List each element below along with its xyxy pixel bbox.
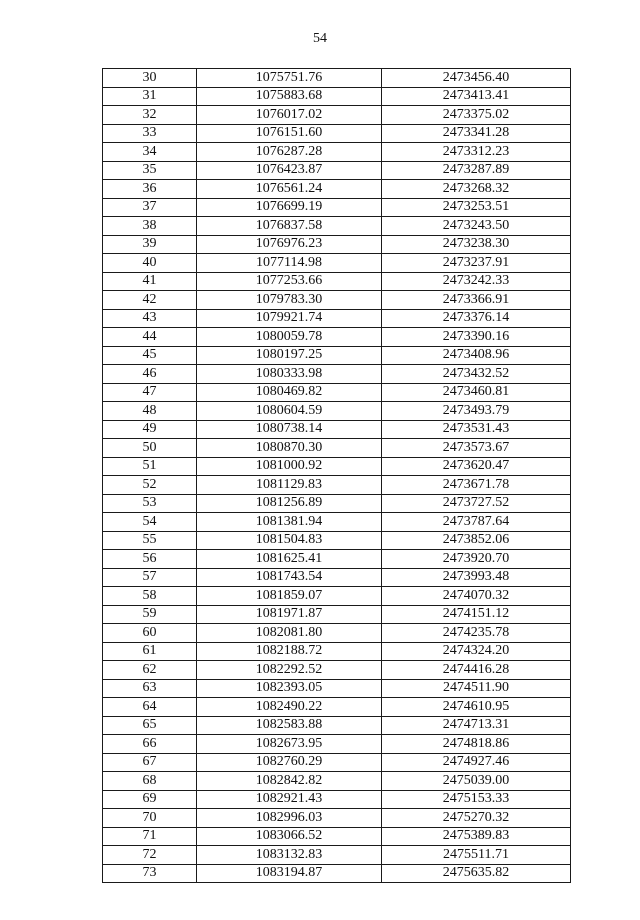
table-row [103, 383, 571, 402]
y-coordinate-cell: 2475635.82 [382, 864, 571, 883]
point-number-cell: 43 [103, 309, 197, 328]
x-coordinate-cell: 1082673.95 [197, 735, 382, 754]
point-number-cell: 64 [103, 698, 197, 717]
table-row [103, 716, 571, 735]
x-coordinate-cell: 1082996.03 [197, 809, 382, 828]
x-coordinate-cell: 1076151.60 [197, 124, 382, 143]
point-number-cell: 39 [103, 235, 197, 254]
y-coordinate-cell: 2473237.91 [382, 254, 571, 273]
table-row [103, 753, 571, 772]
table-row [103, 568, 571, 587]
x-coordinate-cell: 1076287.28 [197, 143, 382, 162]
point-number-cell: 54 [103, 513, 197, 532]
y-coordinate-cell: 2473620.47 [382, 457, 571, 476]
x-coordinate-cell: 1076423.87 [197, 161, 382, 180]
table-row [103, 291, 571, 310]
table-row [103, 402, 571, 421]
x-coordinate-cell: 1082490.22 [197, 698, 382, 717]
table-row [103, 457, 571, 476]
point-number-cell: 49 [103, 420, 197, 439]
y-coordinate-cell: 2473456.40 [382, 69, 571, 88]
y-coordinate-cell: 2474818.86 [382, 735, 571, 754]
x-coordinate-cell: 1082292.52 [197, 661, 382, 680]
point-number-cell: 36 [103, 180, 197, 199]
table-row [103, 365, 571, 384]
y-coordinate-cell: 2473920.70 [382, 550, 571, 569]
table-row [103, 587, 571, 606]
x-coordinate-cell: 1075883.68 [197, 87, 382, 106]
y-coordinate-cell: 2473238.30 [382, 235, 571, 254]
point-number-cell: 66 [103, 735, 197, 754]
table-row [103, 772, 571, 791]
point-number-cell: 65 [103, 716, 197, 735]
x-coordinate-cell: 1081743.54 [197, 568, 382, 587]
y-coordinate-cell: 2473243.50 [382, 217, 571, 236]
x-coordinate-cell: 1080870.30 [197, 439, 382, 458]
table-row [103, 87, 571, 106]
table-row [103, 161, 571, 180]
table-row [103, 605, 571, 624]
y-coordinate-cell: 2473852.06 [382, 531, 571, 550]
table-row [103, 476, 571, 495]
point-number-cell: 33 [103, 124, 197, 143]
y-coordinate-cell: 2474610.95 [382, 698, 571, 717]
y-coordinate-cell: 2474511.90 [382, 679, 571, 698]
y-coordinate-cell: 2473253.51 [382, 198, 571, 217]
y-coordinate-cell: 2475153.33 [382, 790, 571, 809]
point-number-cell: 56 [103, 550, 197, 569]
y-coordinate-cell: 2474927.46 [382, 753, 571, 772]
table-row [103, 642, 571, 661]
x-coordinate-cell: 1076561.24 [197, 180, 382, 199]
table-row [103, 272, 571, 291]
x-coordinate-cell: 1081129.83 [197, 476, 382, 495]
table-row [103, 661, 571, 680]
x-coordinate-cell: 1082921.43 [197, 790, 382, 809]
y-coordinate-cell: 2473341.28 [382, 124, 571, 143]
point-number-cell: 50 [103, 439, 197, 458]
x-coordinate-cell: 1081381.94 [197, 513, 382, 532]
y-coordinate-cell: 2473268.32 [382, 180, 571, 199]
y-coordinate-cell: 2475389.83 [382, 827, 571, 846]
y-coordinate-cell: 2473671.78 [382, 476, 571, 495]
y-coordinate-cell: 2473787.64 [382, 513, 571, 532]
y-coordinate-cell: 2473531.43 [382, 420, 571, 439]
y-coordinate-cell: 2473573.67 [382, 439, 571, 458]
x-coordinate-cell: 1075751.76 [197, 69, 382, 88]
point-number-cell: 67 [103, 753, 197, 772]
point-number-cell: 30 [103, 69, 197, 88]
table-row [103, 735, 571, 754]
table-row [103, 217, 571, 236]
x-coordinate-cell: 1082393.05 [197, 679, 382, 698]
table-row [103, 309, 571, 328]
point-number-cell: 45 [103, 346, 197, 365]
x-coordinate-cell: 1081971.87 [197, 605, 382, 624]
x-coordinate-cell: 1082188.72 [197, 642, 382, 661]
x-coordinate-cell: 1076837.58 [197, 217, 382, 236]
x-coordinate-cell: 1076976.23 [197, 235, 382, 254]
y-coordinate-cell: 2475039.00 [382, 772, 571, 791]
table-row [103, 550, 571, 569]
x-coordinate-cell: 1082081.80 [197, 624, 382, 643]
table-row [103, 494, 571, 513]
table-row [103, 679, 571, 698]
point-number-cell: 38 [103, 217, 197, 236]
y-coordinate-cell: 2474713.31 [382, 716, 571, 735]
table-row [103, 846, 571, 865]
y-coordinate-cell: 2473376.14 [382, 309, 571, 328]
table-row [103, 439, 571, 458]
point-number-cell: 51 [103, 457, 197, 476]
y-coordinate-cell: 2474235.78 [382, 624, 571, 643]
y-coordinate-cell: 2473432.52 [382, 365, 571, 384]
y-coordinate-cell: 2473375.02 [382, 106, 571, 125]
table-row [103, 124, 571, 143]
point-number-cell: 68 [103, 772, 197, 791]
table-row [103, 809, 571, 828]
x-coordinate-cell: 1081000.92 [197, 457, 382, 476]
y-coordinate-cell: 2473993.48 [382, 568, 571, 587]
x-coordinate-cell: 1080738.14 [197, 420, 382, 439]
point-number-cell: 31 [103, 87, 197, 106]
x-coordinate-cell: 1080197.25 [197, 346, 382, 365]
point-number-cell: 73 [103, 864, 197, 883]
point-number-cell: 71 [103, 827, 197, 846]
point-number-cell: 34 [103, 143, 197, 162]
point-number-cell: 62 [103, 661, 197, 680]
y-coordinate-cell: 2475270.32 [382, 809, 571, 828]
table-row [103, 790, 571, 809]
x-coordinate-cell: 1081859.07 [197, 587, 382, 606]
table-row [103, 328, 571, 347]
x-coordinate-cell: 1081625.41 [197, 550, 382, 569]
y-coordinate-cell: 2473390.16 [382, 328, 571, 347]
page-number: 54 [313, 31, 327, 46]
table-row [103, 143, 571, 162]
table-row [103, 69, 571, 88]
y-coordinate-cell: 2474070.32 [382, 587, 571, 606]
x-coordinate-cell: 1080059.78 [197, 328, 382, 347]
x-coordinate-cell: 1080469.82 [197, 383, 382, 402]
point-number-cell: 41 [103, 272, 197, 291]
y-coordinate-cell: 2473408.96 [382, 346, 571, 365]
x-coordinate-cell: 1079783.30 [197, 291, 382, 310]
x-coordinate-cell: 1080333.98 [197, 365, 382, 384]
x-coordinate-cell: 1082842.82 [197, 772, 382, 791]
point-number-cell: 42 [103, 291, 197, 310]
y-coordinate-cell: 2473727.52 [382, 494, 571, 513]
point-number-cell: 35 [103, 161, 197, 180]
point-number-cell: 32 [103, 106, 197, 125]
point-number-cell: 47 [103, 383, 197, 402]
point-number-cell: 58 [103, 587, 197, 606]
y-coordinate-cell: 2473242.33 [382, 272, 571, 291]
table-row [103, 180, 571, 199]
x-coordinate-cell: 1083194.87 [197, 864, 382, 883]
point-number-cell: 55 [103, 531, 197, 550]
x-coordinate-cell: 1083066.52 [197, 827, 382, 846]
x-coordinate-cell: 1077253.66 [197, 272, 382, 291]
coordinates-table-body [103, 69, 571, 883]
point-number-cell: 46 [103, 365, 197, 384]
table-row [103, 531, 571, 550]
y-coordinate-cell: 2473413.41 [382, 87, 571, 106]
x-coordinate-cell: 1082760.29 [197, 753, 382, 772]
x-coordinate-cell: 1076017.02 [197, 106, 382, 125]
point-number-cell: 52 [103, 476, 197, 495]
table-row [103, 106, 571, 125]
table-row [103, 864, 571, 883]
point-number-cell: 57 [103, 568, 197, 587]
x-coordinate-cell: 1081504.83 [197, 531, 382, 550]
x-coordinate-cell: 1083132.83 [197, 846, 382, 865]
table-row [103, 624, 571, 643]
y-coordinate-cell: 2473460.81 [382, 383, 571, 402]
point-number-cell: 72 [103, 846, 197, 865]
table-row [103, 698, 571, 717]
table-row [103, 827, 571, 846]
y-coordinate-cell: 2473366.91 [382, 291, 571, 310]
table-row [103, 420, 571, 439]
table-row [103, 346, 571, 365]
x-coordinate-cell: 1081256.89 [197, 494, 382, 513]
point-number-cell: 53 [103, 494, 197, 513]
point-number-cell: 69 [103, 790, 197, 809]
y-coordinate-cell: 2473312.23 [382, 143, 571, 162]
point-number-cell: 70 [103, 809, 197, 828]
table-row [103, 513, 571, 532]
point-number-cell: 63 [103, 679, 197, 698]
x-coordinate-cell: 1077114.98 [197, 254, 382, 273]
table-row [103, 254, 571, 273]
table-row [103, 198, 571, 217]
point-number-cell: 37 [103, 198, 197, 217]
x-coordinate-cell: 1076699.19 [197, 198, 382, 217]
coordinates-table [102, 68, 571, 883]
point-number-cell: 60 [103, 624, 197, 643]
point-number-cell: 59 [103, 605, 197, 624]
y-coordinate-cell: 2474151.12 [382, 605, 571, 624]
point-number-cell: 44 [103, 328, 197, 347]
table-row [103, 235, 571, 254]
x-coordinate-cell: 1080604.59 [197, 402, 382, 421]
point-number-cell: 48 [103, 402, 197, 421]
y-coordinate-cell: 2474416.28 [382, 661, 571, 680]
y-coordinate-cell: 2473287.89 [382, 161, 571, 180]
y-coordinate-cell: 2475511.71 [382, 846, 571, 865]
x-coordinate-cell: 1079921.74 [197, 309, 382, 328]
y-coordinate-cell: 2474324.20 [382, 642, 571, 661]
point-number-cell: 61 [103, 642, 197, 661]
point-number-cell: 40 [103, 254, 197, 273]
y-coordinate-cell: 2473493.79 [382, 402, 571, 421]
x-coordinate-cell: 1082583.88 [197, 716, 382, 735]
